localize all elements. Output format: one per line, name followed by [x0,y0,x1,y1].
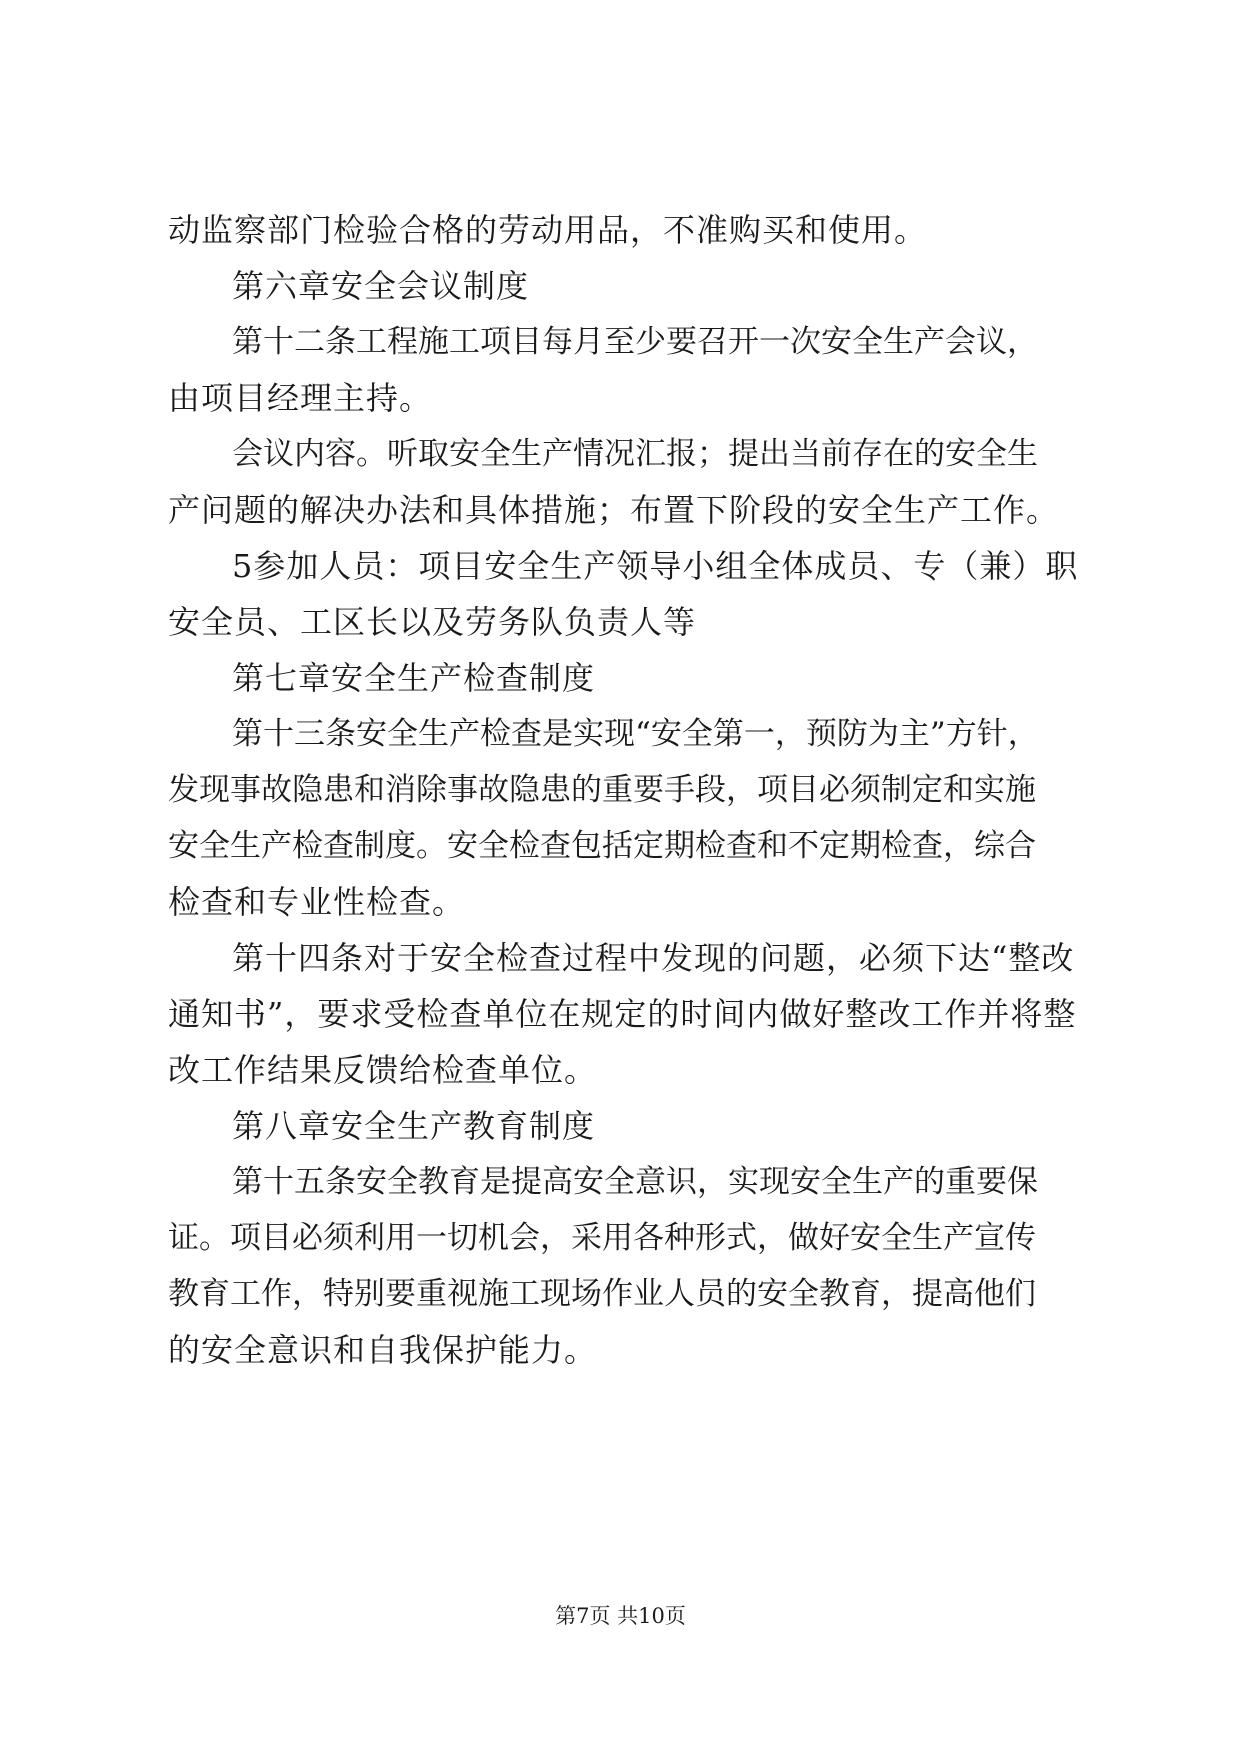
text-line: 动监察部门检验合格的劳动用品，不准购买和使用。 [168,211,928,249]
text-line: 改工作结果反馈给检查单位。 [168,1051,598,1089]
chapter-heading: 第七章安全生产检查制度 [232,659,596,697]
text-line: 通知书”，要求受检查单位在规定的时间内做好整改工作并将整 [168,995,1077,1033]
text-line: 产问题的解决办法和具体措施；布置下阶段的安全生产工作。 [168,491,1060,529]
text-line: 证。项目必须利用一切机会，采用各种形式，做好安全生产宣传 [168,1220,1036,1256]
text-line: 发现事故隐患和消除事故隐患的重要手段，项目必须制定和实施 [168,772,1036,808]
text-line: 由项目经理主持。 [168,379,433,417]
text-line: 检查和专业性检查。 [168,883,466,921]
text-line: 会议内容。听取安全生产情况汇报；提出当前存在的安全生 [232,436,1038,472]
chapter-heading: 第六章安全会议制度 [232,267,530,305]
text-line: 5参加人员：项目安全生产领导小组全体成员、专（兼）职 [232,547,1079,585]
text-line: 安全生产检查制度。安全检查包括定期检查和不定期检查，综合 [168,828,1036,864]
text-line: 第十四条对于安全检查过程中发现的问题，必须下达“整改 [232,939,1075,977]
text-line: 的安全意识和自我保护能力。 [168,1331,598,1369]
text-line: 第十五条安全教育是提高安全意识，实现安全生产的重要保 [232,1164,1038,1200]
text-line: 教育工作，特别要重视施工现场作业人员的安全教育，提高他们 [168,1276,1036,1312]
text-line: 第十三条安全生产检查是实现“安全第一，预防为主”方针， [232,716,1039,752]
text-line: 第十二条工程施工项目每月至少要召开一次安全生产会议， [232,324,1038,360]
text-line: 安全员、工区长以及劳务队负责人等 [168,603,697,641]
page-number-footer: 第7页 共10页 [555,1604,686,1628]
chapter-heading: 第八章安全生产教育制度 [232,1107,596,1145]
